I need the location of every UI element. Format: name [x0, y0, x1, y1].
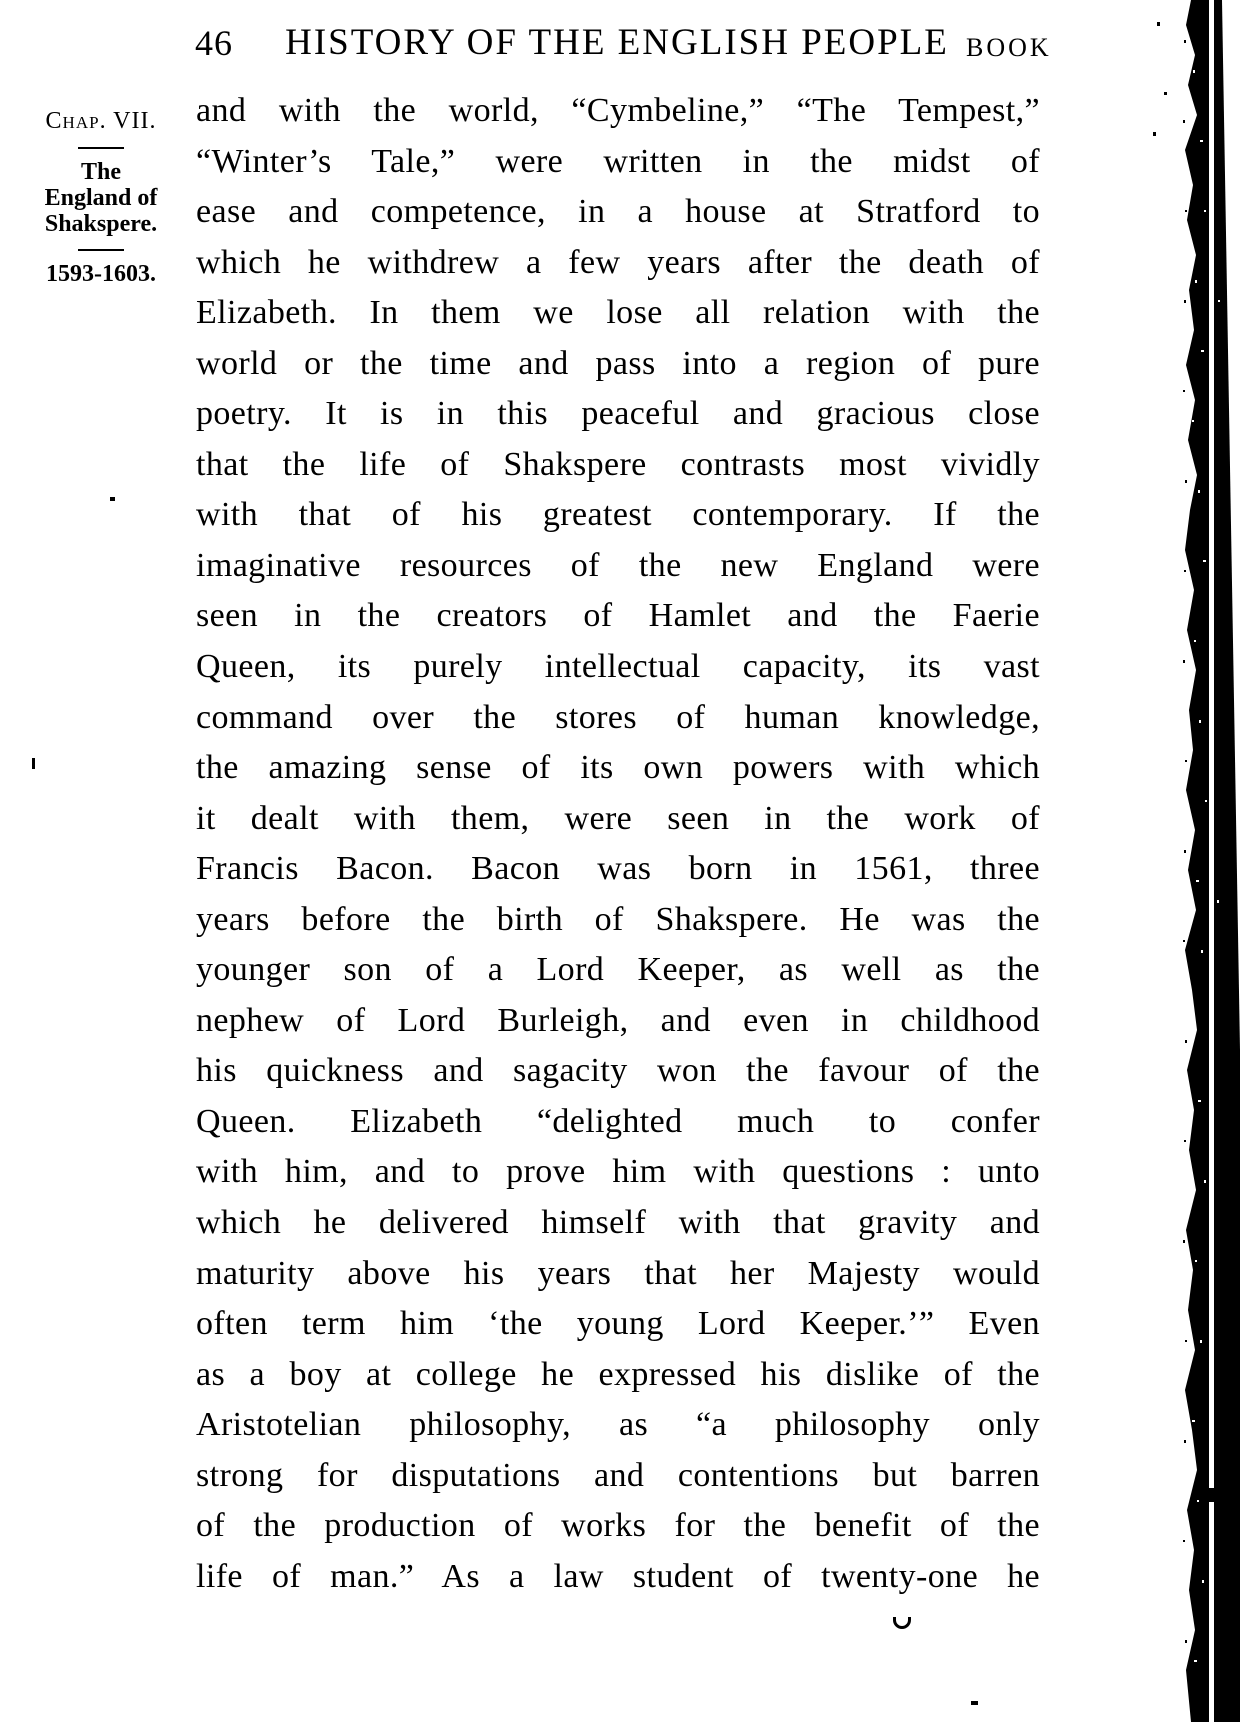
text-line: as a boy at college he expressed his dislike of the — [196, 1355, 1040, 1393]
scan-gutter-band — [1183, 0, 1240, 1722]
scan-speck — [110, 497, 115, 501]
book-label: BOOK — [966, 33, 1052, 62]
text-line: Aristotelian philosophy, as “a philosophy only — [196, 1406, 1040, 1444]
text-line: Elizabeth. In them we lose all relation with the — [196, 294, 1040, 332]
text-line: of the production of works for the benefit of the — [196, 1507, 1040, 1545]
text-line: life of man.” As a law student of twenty-one he — [196, 1557, 1040, 1595]
chapter-label: Chap. VII. — [45, 108, 157, 134]
margin-rule-top — [78, 147, 124, 149]
text-line: maturity above his years that her Majesty would — [196, 1254, 1040, 1292]
text-line: imaginative resources of the new England were — [196, 546, 1040, 584]
scan-speck — [1153, 132, 1156, 136]
text-line: it dealt with them, were seen in the work of — [196, 799, 1040, 837]
body-text — [196, 92, 1040, 1608]
scan-speck — [893, 1617, 911, 1629]
text-line: that the life of Shakspere contrasts most vividly — [196, 445, 1040, 483]
scan-speck — [32, 758, 35, 769]
text-line: ease and competence, in a house at Stratford to — [196, 193, 1040, 231]
section-title — [28, 159, 174, 237]
text-line: seen in the creators of Hamlet and the Faerie — [196, 597, 1040, 635]
section-title-line: The — [80, 159, 121, 185]
text-line: “Winter’s Tale,” were written in the midst of — [196, 142, 1040, 180]
gutter-shadow-graphic — [1183, 0, 1240, 1722]
scan-speck — [1164, 92, 1167, 95]
text-line: nephew of Lord Burleigh, and even in childhood — [196, 1001, 1040, 1039]
text-line: with that of his greatest contemporary. If the — [196, 496, 1040, 534]
text-line: Queen, its purely intellectual capacity, its vast — [196, 648, 1040, 686]
text-line: which he delivered himself with that gravity and — [196, 1204, 1040, 1242]
scan-speck — [971, 1701, 978, 1705]
running-title: HISTORY OF THE ENGLISH PEOPLE — [285, 22, 949, 63]
text-line: years before the birth of Shakspere. He was the — [196, 900, 1040, 938]
text-line: poetry. It is in this peaceful and gracious close — [196, 395, 1040, 433]
section-title-line: Shakspere. — [44, 211, 158, 237]
text-line: world or the time and pass into a region of pure — [196, 344, 1040, 382]
date-range: 1593-1603. — [46, 261, 156, 287]
scan-speck — [1157, 22, 1160, 26]
text-line: with him, and to prove him with questions : unto — [196, 1153, 1040, 1191]
text-line: Francis Bacon. Bacon was born in 1561, three — [196, 850, 1040, 888]
text-line: Queen. Elizabeth “delighted much to confer — [196, 1102, 1040, 1140]
text-line: which he withdrew a few years after the death of — [196, 243, 1040, 281]
margin-rule-bottom — [78, 249, 124, 251]
text-line: the amazing sense of its own powers with which — [196, 749, 1040, 787]
text-line: strong for disputations and contentions but barren — [196, 1456, 1040, 1494]
section-title-line: England of — [44, 185, 158, 211]
text-line: younger son of a Lord Keeper, as well as the — [196, 951, 1040, 989]
text-line: command over the stores of human knowledge, — [196, 698, 1040, 736]
page-number: 46 — [195, 23, 233, 63]
margin-notes — [28, 108, 174, 288]
text-line: and with the world, “Cymbeline,” “The Tempest,” — [196, 92, 1040, 129]
text-line: his quickness and sagacity won the favour of the — [196, 1052, 1040, 1090]
text-line: often term him ‘the young Lord Keeper.’” Even — [196, 1305, 1040, 1343]
